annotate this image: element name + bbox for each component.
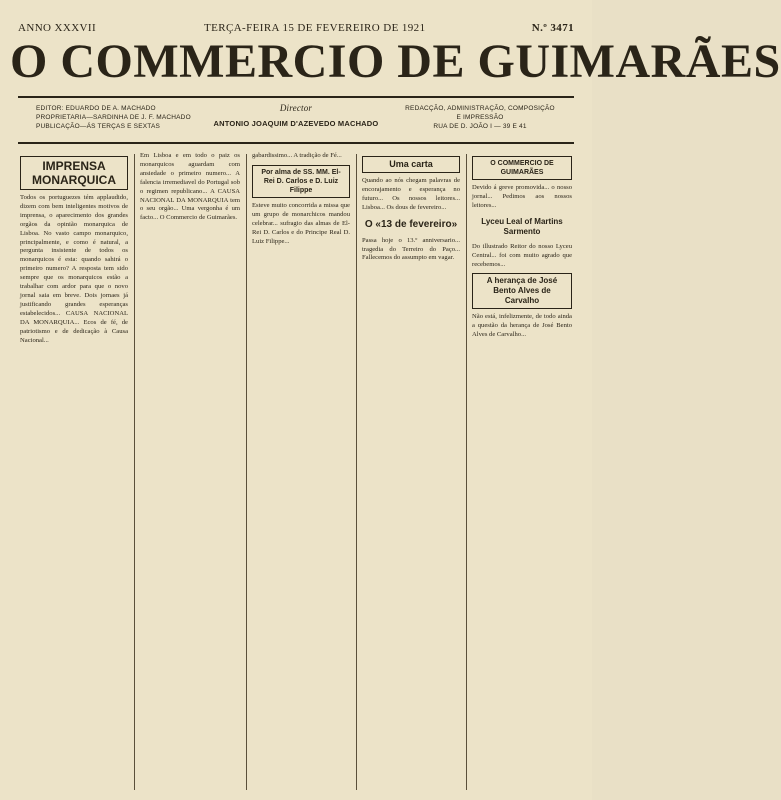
column-rule [466, 154, 467, 790]
editor-line: EDITOR: EDUARDO DE A. MACHADO [36, 105, 156, 112]
column-2 [140, 152, 240, 792]
article-body: Todos os portuguezes tém applaudido, dizem com bem inteligentes motivos de imprensa, o aparecimento dos grandes orgãos da opinião monarquica de Lisboa. No vasto campo monarquico, principalmente, e como é natural, a pergunta insistente de todos os monarquicos é esta: quando sahirá o primeiro numero? A resposta tem sido sempre que os monarquicos estão a trabalhar com ardor para que o novo jornal saia em breve. Dois jornaes já justificando grandes esperanças estabelecidos... CAUSA NACIONAL DA MONARQUIA... Ecos de fé, de patriotismo e de dedicação à Causa Nacional... [20, 194, 128, 344]
header-director [210, 104, 382, 128]
director-name: ANTONIO JOAQUIM D'AZEVEDO MACHADO [213, 119, 379, 128]
column-5 [472, 152, 572, 792]
sub-body: Do illustrado Reitor do nosso Lyceu Central... foi com muito agrado que recebemos... [472, 242, 572, 268]
notice-title: Por alma de SS. MM. El-Rei D. Carlos e D. Luiz Filippe [252, 165, 350, 198]
divider [18, 142, 574, 144]
issue-number: N.º 3471 [531, 22, 574, 34]
director-label: Director [279, 103, 313, 113]
office-line-1: REDACÇÃO, ADMINISTRAÇÃO, COMPOSIÇÃO [405, 105, 555, 112]
column-1 [20, 152, 128, 792]
issue-line [18, 6, 574, 34]
column-rule [134, 154, 135, 790]
notice-title: O COMMERCIO DE GUIMARÃES [472, 156, 572, 180]
column-4 [362, 152, 460, 792]
owner-line: PROPRIETARIA—SARDINHA DE J. F. MACHADO [36, 114, 191, 121]
divider [18, 96, 574, 98]
column-rule [356, 154, 357, 790]
article-headline: Uma carta [362, 156, 460, 173]
article-headline: IMPRENSA MONARQUICA [20, 156, 128, 190]
article-body: gabardissimo... A tradição de Fé... [252, 152, 342, 159]
sub-headline: O «13 de fevereiro» [364, 218, 458, 230]
sub-body: Passa hoje o 13.º anniversario... tragedia do Terreiro do Paço... Fallecemos do assumpto em vagar. [362, 236, 460, 262]
sub-headline: Lyceu Leal of Martins Sarmento [481, 216, 563, 236]
masthead-title: O COMMERCIO DE GUIMARÃES [10, 35, 781, 88]
sub-headline: A herança de José Bento Alves de Carvalho [472, 273, 572, 309]
article-body: Devido á greve promovida... o nosso jornal... Pedimos aos nossos leitores... [472, 184, 572, 209]
column-rule [246, 154, 247, 790]
article-body: Em Lisboa e em todo o paiz os monarquicos aguardam com ansiedade o primeiro numero... A falencia irremediavel do Portugal sob o regimen republicano... A CAUSA NACIONAL DA MONARQUIA tem o seu orgão... Uma vergonha é um facto... O Commercio de Guimarães. [140, 152, 240, 222]
office-line-2: E IMPRESSÃO [456, 114, 504, 121]
notice-body: Esteve muito concorrida a missa que um grupo de monarchicos mandou celebrar... sufragio das almas de El-Rei D. Carlos e do Principe Real D. Luiz Filippe... [252, 201, 350, 245]
issue-date: TERÇA-FEIRA 15 DE FEVEREIRO DE 1921 [204, 22, 426, 34]
header-left [36, 104, 206, 131]
column-3 [252, 152, 350, 792]
volume-label: ANNO XXXVII [18, 22, 97, 34]
sub-body: Não está, infelizmente, de todo ainda a questão da herança de José Bento Alves de Carvalho... [472, 313, 572, 339]
publication-line: PUBLICAÇÃO—ÁS TERÇAS E SEXTAS [36, 123, 161, 130]
header-right [395, 104, 565, 131]
article-body: Quando ao nós chegam palavras de encorajamento e esperança no futuro... Os nossos leitores... Lisboa... Os dous de fevereiro... [362, 177, 460, 211]
office-line-3: RUA DE D. JOÃO I — 39 E 41 [433, 123, 527, 130]
